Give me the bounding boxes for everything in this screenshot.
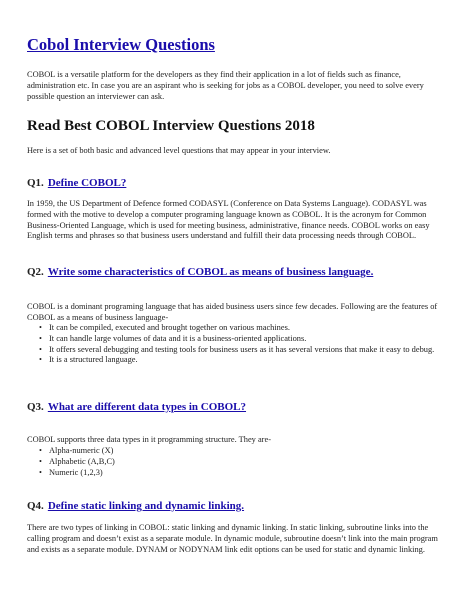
- list-item-text: It can be compiled, executed and brought together on various machines.: [49, 323, 290, 332]
- question-4-answer: There are two types of linking in COBOL: static linking and dynamic linking. In static linking, subroutine links into the calling program and doesn’t exist as a separate module. In dynamic module, subroutine doesn’t link into the main program and exists as a separate module. DYNAM or NODYNAM link edit options can be used for static and dynamic linking.: [27, 523, 438, 554]
- question-3-link[interactable]: What are different data types in COBOL?: [47, 401, 247, 413]
- list-item-text: Numeric (1,2,3): [49, 467, 103, 477]
- question-2-bullet-list: [27, 323, 447, 366]
- list-item-text: Alpha-numeric (X): [49, 446, 114, 455]
- question-2-number: Q2.: [27, 266, 44, 278]
- bullet-icon: •: [39, 333, 42, 343]
- question-3-bullet-list: [27, 446, 447, 478]
- bullet-icon: •: [39, 355, 42, 365]
- bullet-icon: •: [39, 323, 42, 332]
- list-item: [39, 323, 447, 334]
- question-1-link[interactable]: Define COBOL?: [47, 177, 127, 189]
- list-item-text: It is a structured language.: [49, 355, 138, 365]
- question-1-heading: [27, 177, 126, 189]
- question-3-heading: [27, 401, 246, 413]
- list-item: [39, 333, 447, 345]
- list-item: [39, 467, 447, 479]
- page-title[interactable]: Cobol Interview Questions: [27, 35, 215, 54]
- question-1-number: Q1.: [27, 177, 44, 189]
- section-heading: Read Best COBOL Interview Questions 2018: [27, 118, 315, 134]
- question-2-heading: [27, 266, 373, 278]
- section-subheading: Here is a set of both basic and advanced level questions that may appear in your interview.: [27, 146, 331, 155]
- list-item-text: It can handle large volumes of data and it is a business-oriented applications.: [49, 333, 307, 343]
- question-3-number: Q3.: [27, 401, 44, 413]
- question-4-number: Q4.: [27, 500, 44, 512]
- list-item: [39, 355, 447, 366]
- list-item: [39, 456, 447, 468]
- question-2-answer: COBOL is a dominant programing language that has aided business users since few decades. Following are the features of COBOL as a means of business language-: [27, 302, 438, 322]
- bullet-icon: •: [39, 446, 42, 455]
- question-4-link[interactable]: Define static linking and dynamic linking.: [47, 500, 245, 512]
- bullet-icon: •: [39, 344, 42, 354]
- list-item: [39, 344, 447, 356]
- list-item-text: It offers several debugging and testing tools for business users as it has several versions that make it easy to debug.: [49, 344, 435, 354]
- list-item: [39, 446, 447, 457]
- list-item-text: Alphabetic (A,B,C): [49, 456, 115, 466]
- bullet-icon: •: [39, 467, 42, 477]
- question-1-answer: In 1959, the US Department of Defence formed CODASYL (Conference on Data Systems Language). CODASYL was formed with the motive to develop a computer programing language known as COBOL. It is the acronym for Common Business-Oriented Language, which is used for meeting business, administrative, finance needs. COBOL works on easy English terms and phrases so that business users understand and fulfill their data processing needs through COBOL.: [27, 199, 430, 241]
- intro-paragraph: COBOL is a versatile platform for the developers as they find their application in a lot of fields such as finance, administration etc. In case you are an aspirant who is seeking for jobs as a COBOL developer, you need to solve every possible question an interviewer can ask.: [27, 70, 424, 101]
- question-2-link[interactable]: Write some characteristics of COBOL as means of business language.: [47, 266, 374, 278]
- question-4-heading: [27, 500, 244, 512]
- question-3-answer: COBOL supports three data types in it programming structure. They are-: [27, 435, 271, 444]
- bullet-icon: •: [39, 456, 42, 466]
